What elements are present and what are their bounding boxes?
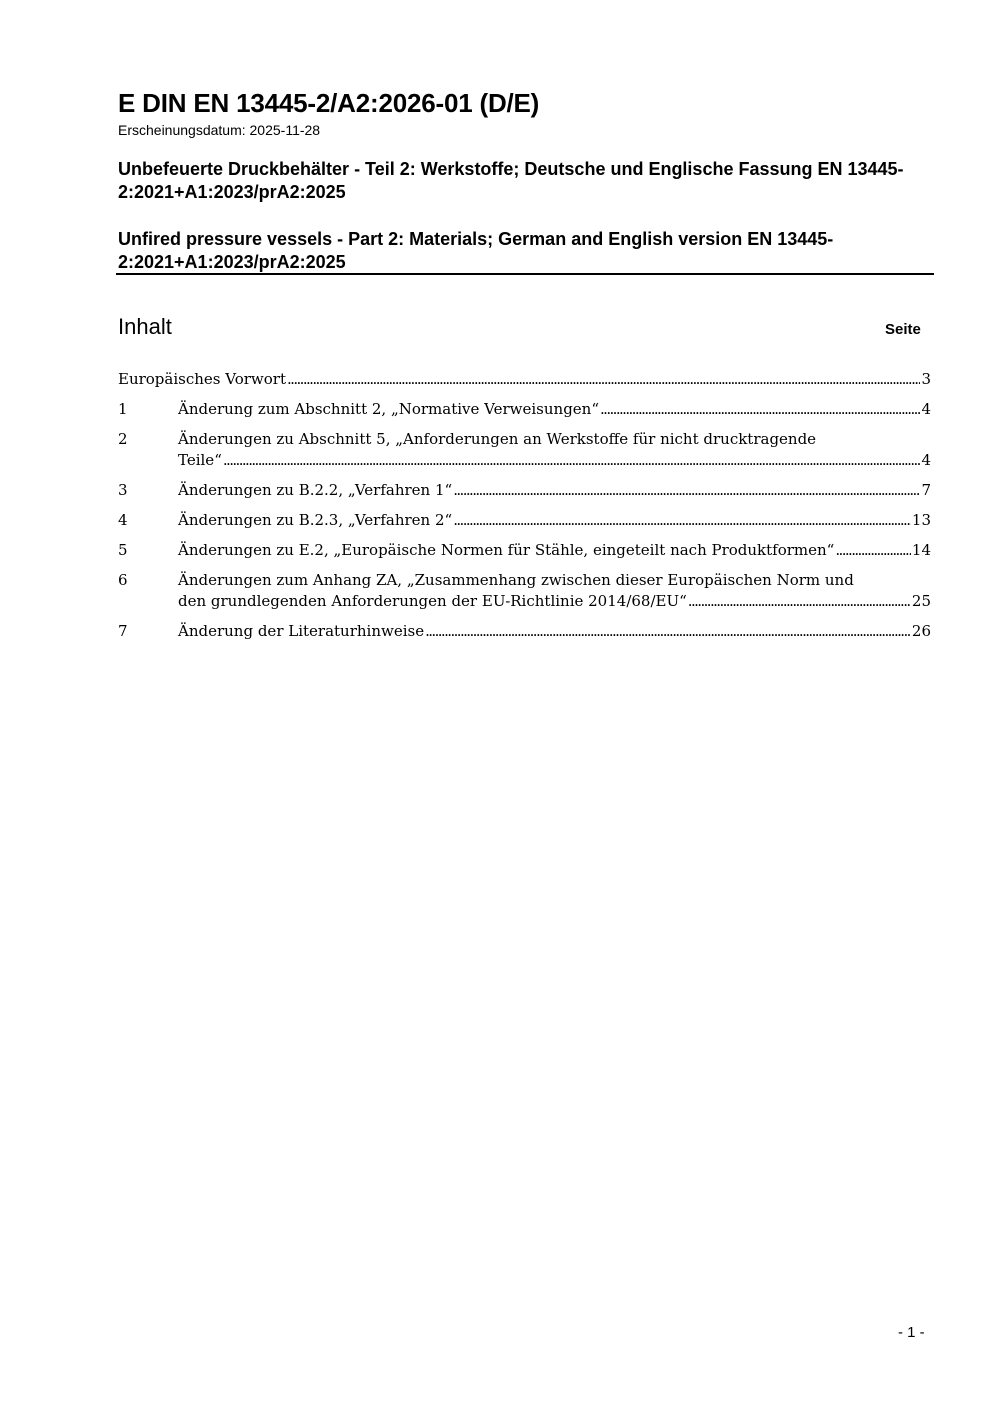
toc-entry-number: 4 (118, 511, 128, 529)
toc-entry-title: Änderungen zu B.2.2, „Verfahren 1“ (178, 481, 453, 499)
toc-entry-page: 3 (921, 370, 931, 388)
toc-heading: Inhalt (118, 314, 172, 339)
title-divider (116, 273, 934, 275)
toc-leader-dots (425, 621, 911, 642)
toc-entry-6[interactable] (118, 570, 931, 612)
toc-page-column-label: Seite (885, 321, 921, 338)
toc-entry-title: Änderung der Literaturhinweise (178, 622, 425, 640)
publication-date: Erscheinungsdatum: 2025-11-28 (118, 122, 321, 138)
toc-entry-title: Änderungen zu Abschnitt 5, „Anforderungen an Werkstoffe für nicht drucktragende (178, 430, 817, 448)
toc-leader-dots (453, 510, 911, 531)
document-id: E DIN EN 13445-2/A2:2026-01 (D/E) (118, 88, 540, 118)
toc-entry-title-continuation: Teile“ (178, 451, 222, 469)
toc-entry-page: 13 (911, 511, 931, 529)
page-number: - 1 - (898, 1324, 925, 1341)
toc-entry-page: 26 (911, 622, 931, 640)
toc-entry-5[interactable] (118, 540, 931, 561)
toc-leader-dots (835, 540, 911, 561)
toc-leader-dots (688, 591, 911, 612)
toc-entry-page: 25 (911, 592, 931, 610)
toc-entry-number: 3 (118, 481, 128, 499)
toc-entry-3[interactable] (118, 480, 931, 501)
toc-entry-title-continuation: den grundlegenden Anforderungen der EU-Richtlinie 2014/68/EU“ (178, 592, 687, 610)
toc-entry-page: 14 (911, 541, 931, 559)
toc-entry-2[interactable] (118, 429, 931, 471)
toc-entry-foreword[interactable] (118, 369, 931, 390)
toc-entry-number: 1 (118, 400, 128, 418)
title-english: Unfired pressure vessels - Part 2: Materials; German and English version EN 13445-2:2021+A1:2023/prA2:2025 (118, 229, 834, 272)
toc-entry-number: 6 (118, 571, 128, 589)
toc-entry-4[interactable] (118, 510, 931, 531)
toc-entry-page: 4 (921, 451, 931, 469)
toc-entry-title: Änderungen zum Anhang ZA, „Zusammenhang zwischen dieser Europäischen Norm und (178, 571, 854, 589)
title-german: Unbefeuerte Druckbehälter - Teil 2: Werkstoffe; Deutsche und Englische Fassung EN 13445-2:2021+A1:2023/prA2:2025 (118, 159, 904, 202)
toc-leader-dots (287, 369, 920, 390)
toc-entry-1[interactable] (118, 399, 931, 420)
toc-leader-dots (600, 399, 920, 420)
toc-entry-title: Änderungen zu B.2.3, „Verfahren 2“ (178, 511, 453, 529)
toc-entry-7[interactable] (118, 621, 931, 642)
toc-leader-dots (223, 450, 921, 471)
toc-entry-page: 7 (921, 481, 931, 499)
toc-entry-title: Änderung zum Abschnitt 2, „Normative Verweisungen“ (178, 400, 599, 418)
toc-entry-number: 5 (118, 541, 128, 559)
toc-leader-dots (453, 480, 920, 501)
table-of-contents (118, 369, 931, 651)
toc-entry-number: 2 (118, 430, 128, 448)
toc-entry-title: Änderungen zu E.2, „Europäische Normen für Stähle, eingeteilt nach Produktformen“ (178, 541, 835, 559)
toc-entry-number: 7 (118, 622, 128, 640)
toc-entry-page: 4 (921, 400, 931, 418)
toc-entry-title: Europäisches Vorwort (118, 370, 286, 388)
